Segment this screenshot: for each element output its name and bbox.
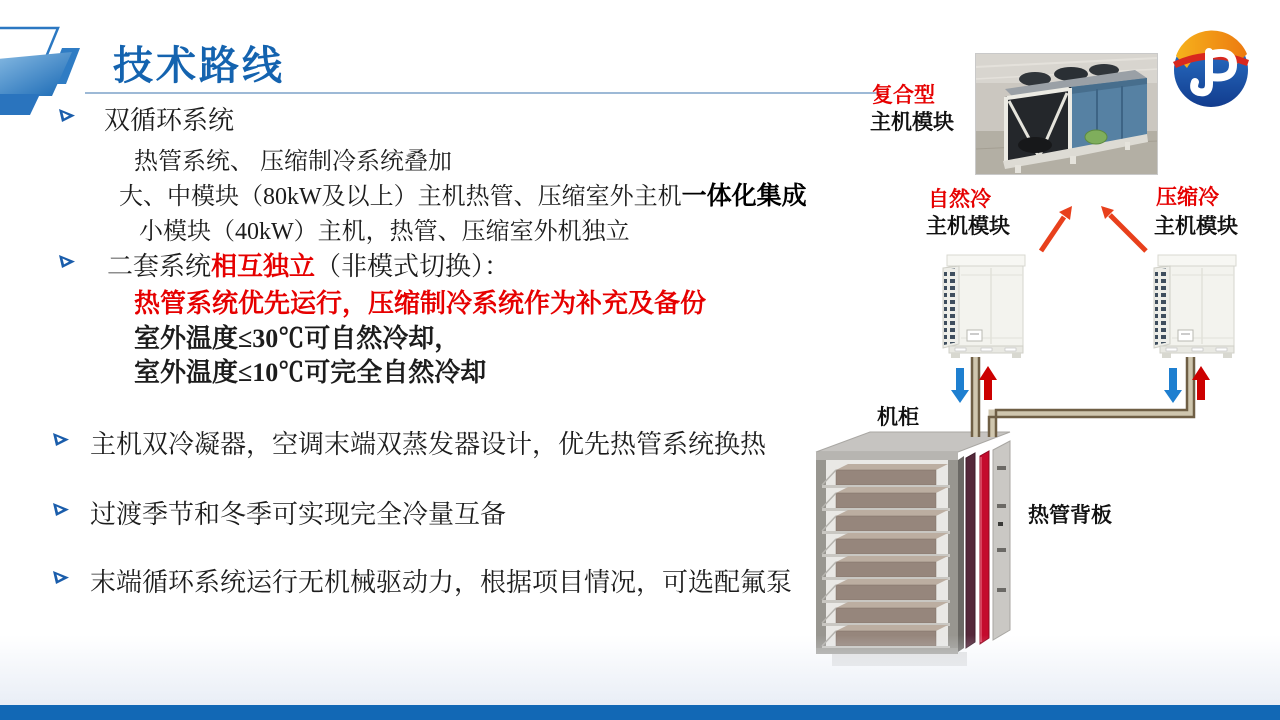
bullet-two-systems	[107, 246, 510, 283]
title-underline	[85, 92, 880, 94]
arrow-compression-to-composite	[1101, 206, 1146, 251]
sub2-normal-text: 大、中模块（80kW及以上）主机热管、压缩室外主机	[119, 184, 682, 210]
two-systems-post: （非模式切换）：	[315, 252, 511, 281]
compression-cooling-label: 压缩冷	[1156, 186, 1219, 209]
blue-down-arrow-icon	[951, 368, 969, 403]
server-trays	[822, 464, 950, 649]
bullet-arrow-icon	[52, 500, 70, 518]
footer-bar	[0, 705, 1280, 720]
bullet-dual-cycle: 双循环系统	[104, 106, 235, 135]
bullet-arrow-icon	[58, 106, 76, 124]
bullet-temp-30: 室外温度≤30℃可自然冷却，	[134, 324, 461, 353]
bullet-terminal-loop: 末端循环系统运行无机械驱动力，根据项目情况，可选配氟泵	[90, 568, 793, 597]
page-title: 技术路线	[113, 44, 285, 88]
two-systems-red: 相互独立	[211, 252, 316, 281]
red-up-arrow-icon	[1192, 366, 1210, 400]
pipe-compression-to-cabinet	[989, 357, 1194, 437]
composite-chiller-photo	[975, 53, 1158, 175]
bullet-dual-cycle-sub2	[119, 176, 807, 212]
bullet-arrow-icon	[52, 430, 70, 448]
composite-module-label: 主机模块	[870, 111, 954, 134]
footer-fade	[0, 635, 1280, 705]
bullet-arrow-icon	[58, 252, 76, 270]
bullet-priority-run: 热管系统优先运行，压缩制冷系统作为补充及备份	[134, 289, 707, 318]
pipe-natural-to-cabinet	[972, 357, 979, 437]
natural-cooling-unit-image	[941, 250, 1031, 360]
compression-module-label: 主机模块	[1154, 215, 1238, 238]
blue-down-arrow-icon	[1164, 368, 1182, 403]
cabinet-label: 机柜	[877, 406, 919, 429]
bullet-dual-condenser: 主机双冷凝器，空调末端双蒸发器设计，优先热管系统换热	[90, 430, 767, 459]
bullet-arrow-icon	[52, 568, 70, 586]
bullet-season-backup: 过渡季节和冬季可实现完全冷量互备	[90, 500, 507, 529]
natural-module-label: 主机模块	[926, 215, 1010, 238]
composite-type-label: 复合型	[872, 84, 935, 107]
bullet-temp-10: 室外温度≤10℃可完全自然冷却	[134, 358, 487, 387]
arrow-natural-to-composite	[1041, 206, 1072, 251]
bullet-dual-cycle-sub1: 热管系统、 压缩制冷系统叠加	[134, 149, 452, 175]
two-systems-pre: 二套系统	[107, 252, 212, 281]
sub2-bold-text: 一体化集成	[681, 182, 807, 210]
natural-cooling-label: 自然冷	[928, 188, 991, 211]
backplane-label: 热管背板	[1028, 504, 1112, 527]
cabinet-backplane-image	[812, 426, 1017, 668]
compression-cooling-unit-image	[1152, 250, 1242, 360]
bullet-dual-cycle-sub3: 小模块（40kW）主机，热管、压缩室外机独立	[139, 219, 630, 245]
red-up-arrow-icon	[979, 366, 997, 400]
company-logo-icon	[1167, 28, 1255, 110]
